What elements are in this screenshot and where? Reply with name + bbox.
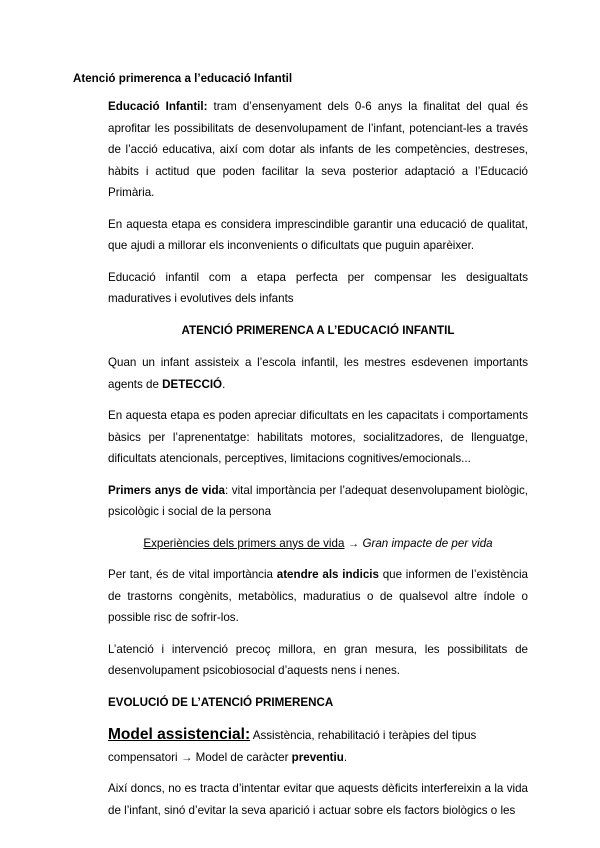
first-years-text: : vital importància per l’adequat desenvolupament biològic, psicològic i social de la persona bbox=[108, 483, 528, 518]
intro-paragraph bbox=[108, 96, 528, 204]
quality-paragraph: En aquesta etapa es considera imprescindible garantir una educació de qualitat, que ajudi a millorar els inconvenients o dificultats que puguin aparèixer. bbox=[108, 217, 528, 252]
section-heading-evolucio: EVOLUCIÓ DE L’ATENCIÓ PRIMERENCA bbox=[108, 695, 334, 709]
detection-period: . bbox=[222, 377, 226, 391]
arrow-glyph: → bbox=[344, 536, 363, 550]
indicators-text-pre: Per tant, és de vital importància bbox=[108, 568, 277, 581]
detection-text: Quan un infant assisteix a l’escola infantil, les mestres esdevenen importants agents de bbox=[108, 356, 528, 391]
experiences-underlined: Experiències dels primers anys de vida bbox=[143, 536, 345, 550]
early-intervention-paragraph: L’atenció i intervenció precoç millora, en gran mesura, les possibilitats de desenvolupament psicobiosocial d’aquests nens i nenes. bbox=[108, 642, 528, 677]
detection-keyword: DETECCIÓ bbox=[162, 377, 223, 391]
difficulties-paragraph: En aquesta etapa es poden apreciar dificultats en les capacitats i comportaments bàsics per l’aprenentatge: habilitats motores, socialitzadores, de llenguatge, dificultats atencionals, perceptives, limitacions cognitives/emocionals... bbox=[108, 409, 528, 465]
model-period: . bbox=[343, 750, 348, 764]
experiences-line bbox=[108, 533, 528, 555]
indicators-paragraph bbox=[108, 564, 528, 629]
intro-term: Educació Infantil: bbox=[108, 100, 208, 113]
closing-paragraph: Així doncs, no es tracta d’intentar evitar que aquests dèficits interfereixin a la vida de l’infant, sinó d’evitar la seva aparició i actuar sobre els factors biològics o les bbox=[108, 782, 528, 817]
perfect-stage-paragraph: Educació infantil com a etapa perfecta per compensar les desigualtats maduratives i evolutives dels infants bbox=[108, 270, 528, 305]
indicators-keyword: atendre als indicis bbox=[276, 568, 379, 581]
model-paragraph bbox=[108, 724, 528, 768]
document-title: Atenció primerenca a l’educació Infantil bbox=[73, 72, 293, 85]
detection-paragraph bbox=[108, 352, 528, 395]
indicators-text-post: que informen de l’existència de trastorns congènits, metabòlics, maduratius o de qualsevol altre índole o possible risc de sofrir-los. bbox=[108, 568, 528, 624]
document-body bbox=[108, 96, 528, 831]
model-description: Assistència, rehabilitació i teràpies del tipus compensatori → Model de caràcter bbox=[108, 729, 477, 764]
first-years-term: Primers anys de vida bbox=[108, 483, 226, 497]
intro-definition: tram d’ensenyament dels 0-6 anys la finalitat del qual és aprofitar les possibilitats de desenvolupament de l’infant, potenciant-les a través de l’acció educativa, així com dotar als infants de les competències, destreses, hàbits i actitud que poden facilitar la seva posterior adaptació a l’Educació Primària. bbox=[108, 100, 528, 199]
experiences-impact: Gran impacte de per vida bbox=[362, 536, 493, 550]
model-preventive: preventiu bbox=[291, 750, 344, 764]
first-years-paragraph bbox=[108, 480, 528, 523]
model-label: Model assistencial: bbox=[108, 726, 251, 743]
section-heading-atencio: ATENCIÓ PRIMERENCA A L’EDUCACIÓ INFANTIL bbox=[181, 323, 455, 337]
